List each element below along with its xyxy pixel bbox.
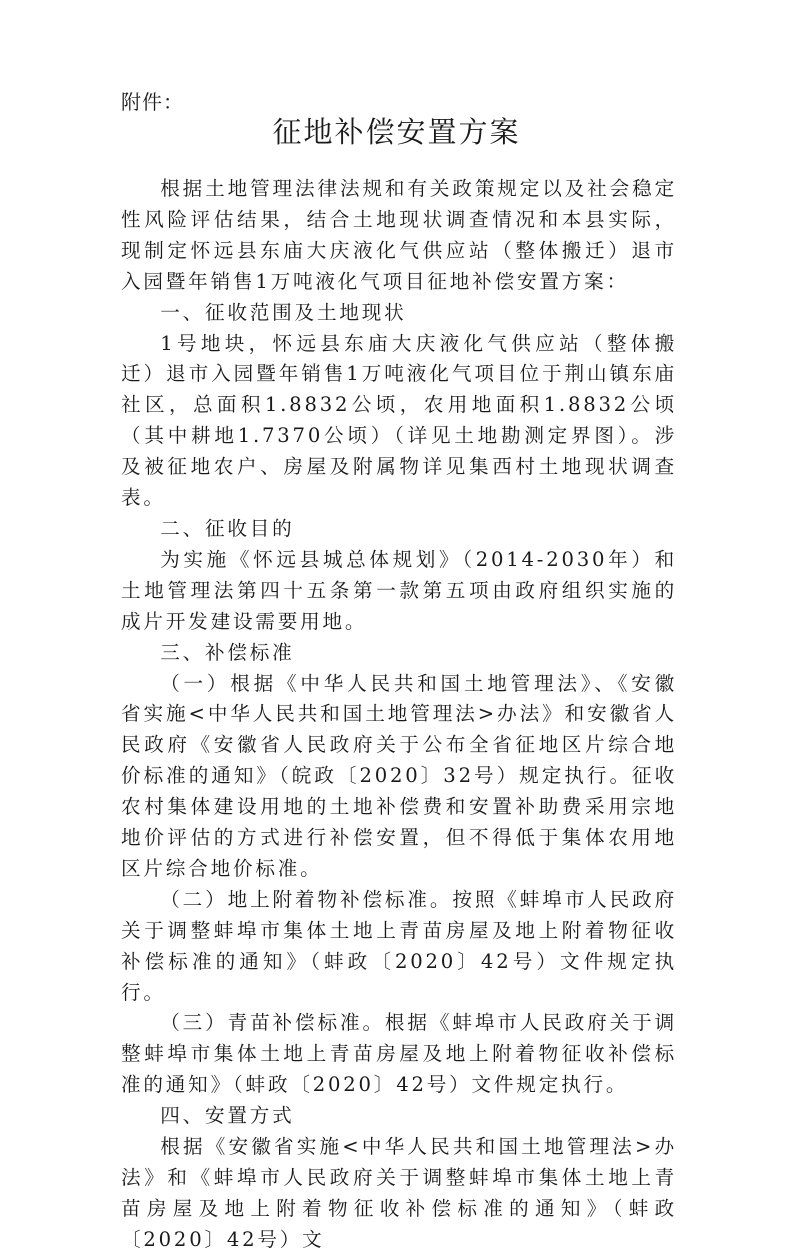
- paragraph-intro: 根据土地管理法律法规和有关政策规定以及社会稳定性风险评估结果，结合土地现状调查情况和本县实际，现制定怀远县东庙大庆液化气供应站（整体搬迁）退市入园暨年销售1万吨液化气项目征地补偿安置方案：: [121, 177, 677, 293]
- paragraph-resettlement: 根据《安徽省实施<中华人民共和国土地管理法>办法》和《蚌埠市人民政府关于调整蚌埠市集体土地上青苗房屋及地上附着物征收补偿标准的通知》（蚌政〔2020〕42号）文: [121, 1135, 677, 1251]
- attachment-label: 附件：: [121, 90, 184, 114]
- document-body: [121, 174, 677, 1256]
- section-heading-resettlement: 四、安置方式: [160, 1104, 295, 1128]
- paragraph-purpose: 为实施《怀远县城总体规划》（2014-2030年）和土地管理法第四十五条第一款第五项由政府组织实施的成片开发建设需要用地。: [121, 547, 677, 633]
- paragraph-standard-attachments: （二）地上附着物补偿标准。按照《蚌埠市人民政府关于调整蚌埠市集体土地上青苗房屋及地上附着物征收补偿标准的通知》（蚌政〔2020〕42号）文件规定执行。: [121, 887, 677, 1004]
- paragraph-standard-crops: （三）青苗补偿标准。根据《蚌埠市人民政府关于调整蚌埠市集体土地上青苗房屋及地上附着物征收补偿标准的通知》（蚌政〔2020〕42号）文件规定执行。: [121, 1011, 677, 1097]
- paragraph-standard-land: （一）根据《中华人民共和国土地管理法》、《安徽省实施<中华人民共和国土地管理法>办法》和安徽省人民政府《安徽省人民政府关于公布全省征地区片综合地价标准的通知》（皖政〔2020〕32号）规定执行。征收农村集体建设用地的土地补偿费和安置补助费采用宗地地价评估的方式进行补偿安置，但不得低于集体农用地区片综合地价标准。: [121, 671, 677, 880]
- section-heading-standards: 三、补偿标准: [160, 640, 295, 664]
- section-heading-purpose: 二、征收目的: [160, 516, 295, 540]
- paragraph-scope: 1号地块，怀远县东庙大庆液化气供应站（整体搬迁）退市入园暨年销售1万吨液化气项目位于荆山镇东庙社区，总面积1.8832公顷，农用地面积1.8832公顷（其中耕地1.7370公顷）（详见土地勘测定界图）。涉及被征地农户、房屋及附属物详见集西村土地现状调查表。: [121, 331, 677, 510]
- document-title: 征地补偿安置方案: [272, 115, 521, 149]
- section-heading-scope: 一、征收范围及土地现状: [160, 300, 407, 324]
